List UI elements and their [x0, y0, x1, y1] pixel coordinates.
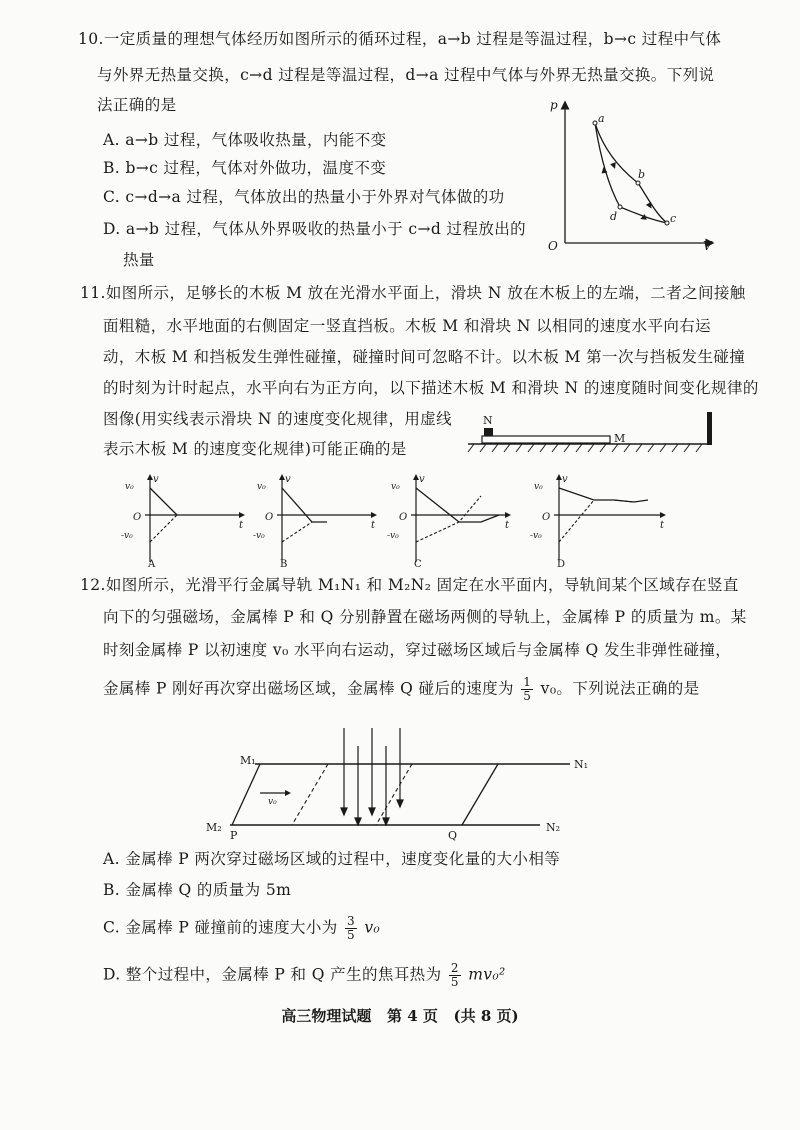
v0-label: v₀ [268, 797, 277, 807]
q12-line-4 [103, 676, 700, 703]
svg-text:-v₀: -v₀ [253, 531, 265, 541]
graph-a-solid [150, 488, 177, 515]
v-label: V [703, 239, 712, 253]
svg-text:-v₀: -v₀ [530, 531, 542, 541]
origin-label: O [548, 239, 558, 253]
q10-line-2: 与外界无热量交换，c→d 过程是等温过程，d→a 过程中气体与外界无热量交换。下列说 [97, 66, 715, 84]
graph-d-dashed [559, 500, 634, 542]
point-a [593, 121, 597, 125]
q10-option-d: D. a→b 过程，气体从外界吸收的热量小于 c→d 过程放出的 [103, 220, 527, 238]
q10-option-b: B. b→c 过程，气体对外做功，温度不变 [103, 159, 387, 177]
q11-graph-c [381, 472, 521, 570]
q12-line-4-text: 金属棒 P 刚好再次穿出磁场区域，金属棒 Q 碰后的速度为 [103, 679, 514, 698]
q11-line-2: 面粗糙，水平地面的右侧固定一竖直挡板。木板 M 和滑块 N 以相同的速度水平向右运 [103, 317, 712, 335]
svg-text:-v₀: -v₀ [121, 531, 133, 541]
field-boundary-left [292, 764, 328, 825]
q12-option-c-v0: v₀ [364, 918, 381, 937]
choice-d-label: D [557, 559, 566, 570]
svg-text:v₀: v₀ [125, 482, 134, 492]
q10-option-d-cont: 热量 [123, 251, 155, 269]
choice-c-label: C [414, 559, 422, 570]
curve-a-b [595, 123, 638, 183]
label-d: d [610, 210, 618, 223]
fraction-one-fifth: $\frac{1}{5}$ [523, 675, 532, 704]
svg-text:O: O [399, 512, 408, 523]
point-c [665, 221, 669, 225]
p-label: p [550, 98, 558, 112]
q12-rails-diagram [200, 722, 600, 842]
graph-c-solid [416, 488, 499, 522]
m1-label: M₁ [240, 754, 256, 767]
q12-line-2: 向下的匀强磁场，金属棒 P 和 Q 分别静置在磁场两侧的导轨上，金属棒 P 的质量为 m。某 [103, 608, 747, 626]
p-label: P [230, 829, 238, 842]
curve-d-a [595, 123, 620, 207]
graph-a-dashed [150, 515, 177, 542]
graph-c-dashed [416, 496, 481, 542]
block-n [484, 428, 493, 436]
q10-pv-graph [540, 95, 720, 255]
wall-barrier [707, 412, 712, 445]
q10-line-1: 10.一定质量的理想气体经历如图所示的循环过程，a→b 过程是等温过程，b→c 过程中气体 [78, 30, 722, 48]
q12-line-3: 时刻金属棒 P 以初速度 v₀ 水平向右运动，穿过磁场区域后与金属棒 Q 发生非弹性碰撞， [103, 641, 732, 659]
q11-line-6: 表示木板 M 的速度变化规律)可能正确的是 [103, 440, 407, 458]
choice-a-label: A [148, 559, 156, 570]
label-b: b [638, 168, 646, 181]
svg-text:t: t [371, 520, 376, 531]
svg-text:O: O [542, 512, 551, 523]
point-b [636, 181, 640, 185]
ground-hatch [468, 444, 702, 452]
q11-graph-d [524, 472, 674, 570]
q11-line-5: 图像(用实线表示滑块 N 的速度变化规律，用虚线 [103, 410, 453, 428]
svg-text:O: O [265, 512, 274, 523]
block-n-label: N [483, 414, 493, 427]
svg-text:v: v [562, 474, 568, 485]
q10-option-c: C. c→d→a 过程，气体放出的热量小于外界对气体做的功 [103, 188, 505, 206]
q12-option-d [103, 962, 506, 989]
q12-line-1: 12.如图所示，光滑平行金属导轨 M₁N₁ 和 M₂N₂ 固定在水平面内，导轨间某个区域存在竖直 [80, 576, 739, 594]
q11-graph-a [115, 472, 255, 570]
rod-p [232, 764, 260, 825]
svg-text:O: O [133, 512, 142, 523]
graph-b-solid [282, 488, 327, 522]
board-m-label: M [614, 432, 626, 445]
svg-text:v: v [285, 474, 291, 485]
graph-b-dashed [282, 522, 312, 542]
svg-text:v: v [153, 474, 159, 485]
q-label: Q [448, 829, 458, 842]
rod-q [462, 764, 498, 825]
label-c: c [670, 212, 677, 225]
m2-label: M₂ [206, 821, 222, 834]
q12-option-c-text: C. 金属棒 P 碰撞前的速度大小为 [103, 918, 338, 937]
q11-line-4: 的时刻为计时起点，水平向右为正方向，以下描述木板 M 和滑块 N 的速度随时间变化规律的 [103, 379, 759, 397]
svg-text:v₀: v₀ [257, 482, 266, 492]
svg-text:t: t [239, 520, 244, 531]
q11-line-1: 11.如图所示，足够长的木板 M 放在光滑水平面上，滑块 N 放在木板上的左端，二者之间接触 [80, 284, 746, 302]
q12-option-d-energy: mv₀² [468, 965, 506, 984]
q10-line-3: 法正确的是 [97, 96, 177, 114]
n2-label: N₂ [546, 821, 561, 834]
svg-text:-v₀: -v₀ [387, 531, 399, 541]
point-d [618, 205, 622, 209]
q12-option-b: B. 金属棒 Q 的质量为 5m [103, 881, 292, 899]
svg-text:v: v [419, 474, 425, 485]
fraction-two-fifths: $\frac{2}{5}$ [450, 961, 459, 990]
page-footer: 高三物理试题 第 4 页 (共 8 页) [281, 1007, 519, 1025]
field-boundary-right [376, 764, 412, 825]
graph-d-solid [559, 488, 648, 502]
choice-b-label: B [280, 559, 288, 570]
q10-option-a: A. a→b 过程，气体吸收热量，内能不变 [103, 131, 387, 149]
q12-option-c [103, 915, 380, 942]
n1-label: N₁ [574, 758, 589, 771]
fraction-three-fifths: $\frac{3}{5}$ [346, 914, 356, 943]
q11-board-scene [460, 408, 722, 458]
board-m [482, 436, 610, 443]
magnetic-field-arrows [341, 728, 403, 825]
q12-option-d-text: D. 整个过程中，金属棒 P 和 Q 产生的焦耳热为 [103, 965, 442, 984]
q11-graph-b [247, 472, 387, 570]
svg-text:v₀: v₀ [391, 482, 400, 492]
svg-text:t: t [660, 520, 665, 531]
svg-text:t: t [505, 520, 510, 531]
label-a: a [598, 112, 605, 125]
q12-line-4-end: v₀。下列说法正确的是 [540, 679, 700, 698]
q12-option-a: A. 金属棒 P 两次穿过磁场区域的过程中，速度变化量的大小相等 [103, 850, 561, 868]
svg-text:v₀: v₀ [534, 482, 543, 492]
q11-line-3: 动，木板 M 和挡板发生弹性碰撞，碰撞时间可忽略不计。以木板 M 第一次与挡板发生碰撞 [103, 348, 746, 366]
